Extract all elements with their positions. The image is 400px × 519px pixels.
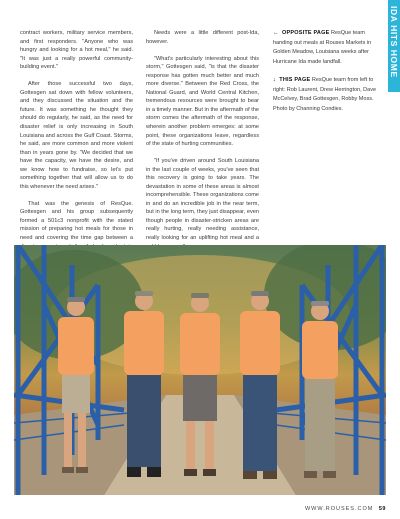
section-side-tab (388, 0, 400, 92)
paragraph: "What's particularly interesting about this storm," Gottesgen said, "is that the disaster response has gotten much better and much more diverse." Between the Red Cross, the National Guard, and World Central Kitchen, tremendous resources were brought to bear in a timely manner. But in the aftermath of the storm comes the aftermath of the response, wherein another problem emerges: at some point, these organizations leave, regardless of the state of hurting communities. (146, 55, 259, 148)
photo-captions (273, 29, 385, 123)
person (302, 301, 338, 478)
section-side-tab-label: IDA HITS HOME (389, 6, 399, 78)
footer-url: WWW.ROUSES.COM (304, 506, 374, 512)
article-column-1 (20, 29, 133, 268)
caption-heading: THIS PAGE (279, 76, 311, 83)
paragraph: "If you've driven around South Louisiana in the last couple of weeks, you've seen that this recovery is going to take years. The devastation in some of these areas is almost incomprehensible. These organizations come in and do an incredible job in the near term, but in the long term, they just disappear, even though people in disaster-stricken areas are really hurting, really needing assistance, really looking for an uplifting hot meal and a (146, 158, 259, 242)
paragraph: Needs were a little different post-Ida, however. (146, 30, 259, 45)
caption-opposite-page (273, 29, 385, 68)
team-photo-illustration (14, 245, 386, 495)
page-footer (305, 506, 386, 512)
arrow-left-icon: ← (273, 30, 279, 36)
paragraph: contract workers, military service members, and first responders. "Anyone who was hungry and looking for a hot meal," he said. "It was just a really powerful community-building event." (20, 30, 133, 71)
caption-heading: OPPOSITE PAGE (282, 30, 330, 36)
paragraph: That was the genesis of ResQue. Gottesgen and his group subsequently formed a 501c3 nonprofit with the stated mission of preparing hot meals for those in need and covering the time gap between a (20, 200, 133, 242)
caption-text: ResQue team from left to right: Rob Laurent, Drew Herrington, Dave McCelvey, Brad Gottesgen, Robby Moss. Photo by Channing Condies. (273, 76, 377, 112)
caption-this-page (273, 76, 385, 115)
person (124, 291, 164, 477)
article-column-2 (146, 29, 259, 260)
team-photo (14, 245, 386, 495)
paragraph: After those successful two days, Gottesgen sat down with fellow volunteers, and they discussed the situation and the future. It was something he thought they should do regularly, he said, as the need for disaster relief is only increasing in South Louisiana and across the Gulf Coast. Storms, he said, are more common and more violent than in years gone by. "We decided that we have the capacity, we have the desire, and we know how to fundraise, so let's put something together that will allow us to do this whenever the need arises." (20, 81, 133, 190)
arrow-down-icon: ↓ (273, 76, 276, 83)
page-number: 59 (378, 506, 386, 512)
caption-text: ResQue team handing out meals at Rouses Markets in Golden Meadow, Louisiana weeks after Hurricane Ida made landfall. (273, 30, 372, 66)
person (240, 291, 280, 479)
